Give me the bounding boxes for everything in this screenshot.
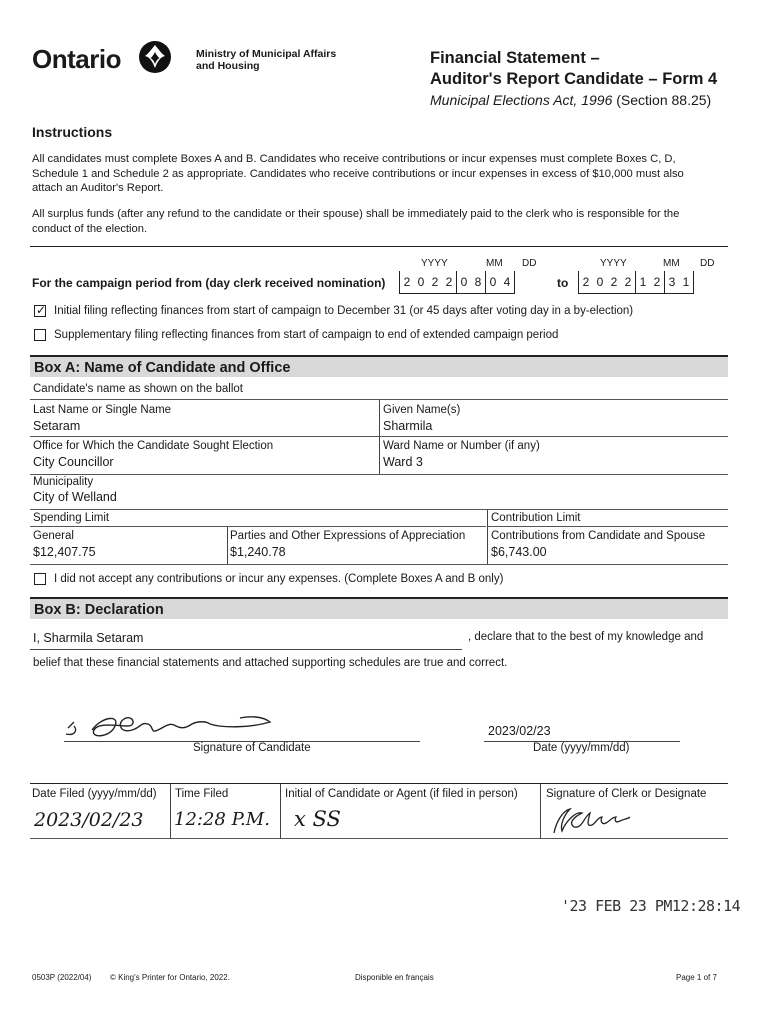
column-divider xyxy=(227,527,228,565)
from-digit: 2 xyxy=(431,275,439,289)
from-mm-label: MM xyxy=(486,258,503,269)
contrib-spouse-value: $6,743.00 xyxy=(491,545,547,559)
instructions-paragraph-2: All surplus funds (after any refund to the candidate or their spouse) shall be immediately paid to the clerk who is responsible for the conduct of the election. xyxy=(32,208,680,235)
divider xyxy=(30,526,486,527)
initial-filing-label: Initial filing reflecting finances from start of campaign to December 31 (or 45 days after voting day in a by-election) xyxy=(54,305,634,317)
copyright: © King's Printer for Ontario, 2022. xyxy=(110,973,230,982)
form-title-line-2: Auditor's Report Candidate – Form 4 xyxy=(430,70,718,88)
spending-limit-label: Spending Limit xyxy=(33,512,110,524)
ballot-name-label: Candidate's name as shown on the ballot xyxy=(33,383,243,395)
declarant-underline xyxy=(30,649,462,650)
to-dd-label: DD xyxy=(700,258,715,269)
divider xyxy=(30,474,728,475)
clerk-signature xyxy=(548,803,638,837)
to-label: to xyxy=(557,276,569,290)
date-box-end xyxy=(514,271,515,293)
to-digit: 1 xyxy=(682,275,690,289)
received-timestamp-stamp: '23 FEB 23 PM12:28:14 xyxy=(561,897,741,915)
ward-label: Ward Name or Number (if any) xyxy=(383,440,540,452)
from-digit: 0 xyxy=(417,275,425,289)
last-name-value: Setaram xyxy=(33,419,81,433)
general-label: General xyxy=(33,530,74,542)
office-label: Office for Which the Candidate Sought Election xyxy=(33,440,274,452)
campaign-period-label: For the campaign period from (day clerk received nomination) xyxy=(32,276,386,290)
contrib-spouse-label: Contributions from Candidate and Spouse xyxy=(491,530,706,542)
to-mm-label: MM xyxy=(663,258,680,269)
divider xyxy=(30,246,728,247)
to-digit: 3 xyxy=(664,271,679,293)
divider xyxy=(488,526,728,527)
instructions-paragraph-1: All candidates must complete Boxes A and B. Candidates who receive contributions or incur expenses must complete Boxes C, D, Schedule 1 and Schedule 2 as appropriate. Candidates who receive contributions or incur expenses in excess of $10,000 must also attach an Auditor's Report. xyxy=(32,153,684,194)
date-box-end xyxy=(693,271,694,293)
initial-agent-label: Initial of Candidate or Agent (if filed in person) xyxy=(285,788,518,800)
from-date-field[interactable] xyxy=(399,271,515,294)
act-name: Municipal Elections Act, 1996 xyxy=(430,92,613,108)
declarant-name: I, Sharmila Setaram xyxy=(33,631,144,645)
to-digit: 2 xyxy=(624,275,632,289)
supplementary-filing-label: Supplementary filing reflecting finances from start of campaign to end of extended campaign period xyxy=(54,329,559,341)
to-digit: 2 xyxy=(653,275,661,289)
to-digit: 2 xyxy=(610,275,618,289)
from-dd-label: DD xyxy=(522,258,537,269)
column-divider xyxy=(280,784,281,838)
from-digit: 4 xyxy=(503,275,511,289)
divider xyxy=(30,783,728,784)
clerk-signature-label: Signature of Clerk or Designate xyxy=(546,788,707,800)
time-filed-value: 12:28 P.M. xyxy=(174,809,270,830)
page-number: Page 1 of 7 xyxy=(676,973,717,982)
given-name-value: Sharmila xyxy=(383,419,433,433)
to-date-field[interactable] xyxy=(578,271,694,294)
belief-text: belief that these financial statements and attached supporting schedules are true and correct. xyxy=(33,657,508,669)
form-title xyxy=(430,48,717,90)
office-value: City Councillor xyxy=(33,455,114,469)
declare-text: , declare that to the best of my knowledge and xyxy=(468,631,704,643)
from-digit: 0 xyxy=(456,271,471,293)
column-divider xyxy=(379,400,380,475)
last-name-label: Last Name or Single Name xyxy=(33,404,172,416)
declaration-date-value: 2023/02/23 xyxy=(488,724,551,738)
date-filed-label: Date Filed (yyyy/mm/dd) xyxy=(32,788,157,800)
initial-filing-checkbox[interactable] xyxy=(34,305,46,317)
date-label: Date (yyyy/mm/dd) xyxy=(533,742,630,754)
act-section: (Section 88.25) xyxy=(612,92,712,108)
to-digit: 1 xyxy=(635,271,650,293)
divider xyxy=(30,436,728,437)
no-contributions-checkbox[interactable] xyxy=(34,573,46,585)
parties-value: $1,240.78 xyxy=(230,545,286,559)
to-digit: 0 xyxy=(596,275,604,289)
column-divider xyxy=(540,784,541,838)
from-yyyy-label: YYYY xyxy=(421,258,448,269)
general-value: $12,407.75 xyxy=(33,545,96,559)
divider xyxy=(30,838,728,839)
date-filed-value: 2023/02/23 xyxy=(34,809,144,831)
from-digit: 8 xyxy=(474,275,482,289)
instructions-heading: Instructions xyxy=(32,124,113,140)
box-b-heading: Box B: Declaration xyxy=(30,597,728,619)
ontario-wordmark: Ontario xyxy=(32,44,121,74)
supplementary-filing-checkbox[interactable] xyxy=(34,329,46,341)
from-digit: 2 xyxy=(403,275,411,289)
column-divider xyxy=(487,510,488,565)
ministry-line-1: Ministry of Municipal Affairs xyxy=(196,48,337,60)
contribution-limit-label: Contribution Limit xyxy=(491,512,581,524)
candidate-signature xyxy=(62,704,292,744)
french-availability: Disponible en français xyxy=(355,973,434,982)
no-contributions-label: I did not accept any contributions or incur any expenses. (Complete Boxes A and B only) xyxy=(54,573,504,585)
parties-label: Parties and Other Expressions of Appreciation xyxy=(230,530,466,542)
from-digit: 0 xyxy=(485,271,500,293)
to-digit: 2 xyxy=(582,275,590,289)
act-reference xyxy=(430,91,711,109)
given-name-label: Given Name(s) xyxy=(383,404,461,416)
ward-value: Ward 3 xyxy=(383,455,423,469)
form-title-line-1: Financial Statement – xyxy=(430,49,600,67)
form-code: 0503P (2022/04) xyxy=(32,973,92,982)
from-digit: 2 xyxy=(445,275,453,289)
municipality-label: Municipality xyxy=(33,476,94,488)
ministry-name xyxy=(196,48,336,72)
ministry-line-2: and Housing xyxy=(196,60,260,72)
municipality-value: City of Welland xyxy=(33,490,117,504)
signature-label: Signature of Candidate xyxy=(193,742,311,754)
divider xyxy=(30,509,728,510)
initial-agent-value: x SS xyxy=(294,807,341,831)
to-yyyy-label: YYYY xyxy=(600,258,627,269)
divider xyxy=(30,564,728,565)
checkmark-icon: ✓ xyxy=(36,303,47,317)
trillium-logo-icon xyxy=(138,40,172,74)
box-a-heading: Box A: Name of Candidate and Office xyxy=(30,355,728,377)
time-filed-label: Time Filed xyxy=(175,788,229,800)
column-divider xyxy=(170,784,171,838)
